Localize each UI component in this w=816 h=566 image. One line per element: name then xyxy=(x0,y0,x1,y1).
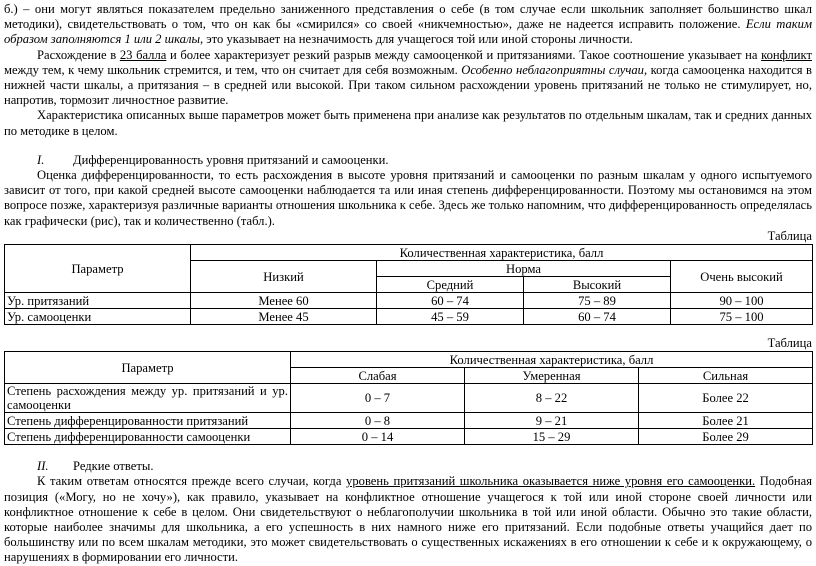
paragraph-2-italic: Особенно неблагоприятны случаи xyxy=(461,62,644,77)
table-2-cell: 0 – 14 xyxy=(291,429,465,445)
section-2-title: Редкие ответы. xyxy=(73,459,154,474)
section-1-title: Дифференцированность уровня притязаний и самооценки. xyxy=(73,152,389,167)
paragraph-2-text-b: и более характеризует резкий разрыв между самооценкой и притязаниями. Такое соотношение указывает на xyxy=(166,47,762,62)
paragraph-5-underline: уровень притязаний школьника оказывается ниже уровня его самооценки. xyxy=(346,474,756,489)
table-2-cell: 15 – 29 xyxy=(465,429,639,445)
table-2-cell: Более 29 xyxy=(639,429,813,445)
table-1-row-name: Ур. самооценки xyxy=(5,309,191,325)
table-row xyxy=(5,293,813,309)
spacer xyxy=(4,325,812,336)
table-1-cell: 75 – 89 xyxy=(524,293,671,309)
table-2-cell: 8 – 22 xyxy=(465,384,639,413)
table-row xyxy=(5,413,813,429)
table-1 xyxy=(4,244,813,325)
table-1-norm-header: Норма xyxy=(377,261,671,277)
table-2-quant-header: Количественная характеристика, балл xyxy=(291,352,813,368)
table-2-cell: 0 – 7 xyxy=(291,384,465,413)
table-2-strong-header: Сильная xyxy=(639,368,813,384)
paragraph-2-text-c: между тем, к чему школьник стремится, и тем, что он считает для себя возможным. xyxy=(4,62,462,77)
table-1-cell: Менее 45 xyxy=(191,309,377,325)
table-row xyxy=(5,429,813,445)
table-2-param-header: Параметр xyxy=(5,352,291,384)
table-2-cell: Более 21 xyxy=(639,413,813,429)
table-1-cell: 45 – 59 xyxy=(377,309,524,325)
table-row xyxy=(5,384,813,413)
table-1-cell: 60 – 74 xyxy=(524,309,671,325)
table-2-cell: 0 – 8 xyxy=(291,413,465,429)
paragraph-1-text: б.) – они могут являться показателем предельно заниженного представления о себе (в том случае если школьник заполняет большинство шкал методики), свидетельствовать о том, что он как бы «смирился» со своей «никчемностью», даже не надеется исправить положение. xyxy=(4,2,812,32)
table-1-high-header: Высокий xyxy=(524,277,671,293)
table-1-param-header: Параметр xyxy=(5,245,191,293)
table-2-caption: Таблица xyxy=(767,336,812,351)
paragraph-1 xyxy=(4,2,812,48)
table-2-cell: 9 – 21 xyxy=(465,413,639,429)
paragraph-5-tail: Подобная позиция («Могу, но не хочу»), как правило, указывает на конфликтное отношение учащегося к той или иной стороне своей личности или конфликтное отношение к себе в целом. Они свидетельствуют о неблагополучии школьника в той или иной области. Обычно это такие области, которые наиболее значимы для школьника, а его успешность в них намного ниже его притязаний. Если подобные ответы учащийся дает по большинству или по всем шкалам методики, это может свидетельствовать о существенных искажениях в его отношении к себе и к окружающему, о нарушениях в формировании его личности. xyxy=(4,474,812,565)
paragraph-1-italic: Если таким образом заполняются 1 или 2 шкалы xyxy=(4,17,812,47)
table-1-caption: Таблица xyxy=(767,228,812,243)
section-1-heading xyxy=(37,153,812,168)
table-1-cell: 60 – 74 xyxy=(377,293,524,309)
table-2-moderate-header: Умеренная xyxy=(465,368,639,384)
spacer xyxy=(4,445,812,459)
table-1-mid-header: Средний xyxy=(377,277,524,293)
table-1-cell: 90 – 100 xyxy=(671,293,813,309)
paragraph-3: Характеристика описанных выше параметров может быть применена при анализе как результатов по отдельным шкалам, так и средних данных по методике в целом. xyxy=(4,108,812,138)
table-1-low-header: Низкий xyxy=(191,261,377,293)
table-1-cell: 75 – 100 xyxy=(671,309,813,325)
table-2-row-name: Степень расхождения между ур. притязаний и ур. самооценки xyxy=(5,384,291,413)
table-1-very-high-header: Очень высокий xyxy=(671,261,813,293)
paragraph-1-tail: , это указывает на незначимость для учащегося той или иной стороны личности. xyxy=(199,32,633,47)
paragraph-4: Оценка дифференцированности, то есть расхождения в высоте уровня притязаний и самооценки по разным шкалам у одного испытуемого зависит от того, при какой средней высоте самооценки наблюдается та или иная степень дифференцированности. Поэтому мы остановимся на этом вопросе позже, характеризуя различные варианты отношения школьника к себе. Здесь же только напомним, что дифференцированность определялась как графически (рис), так и количественно (табл.). xyxy=(4,168,812,228)
table-2-cell: Более 22 xyxy=(639,384,813,413)
table-1-row-name: Ур. притязаний xyxy=(5,293,191,309)
spacer xyxy=(4,139,812,153)
table-1-quant-header: Количественная характеристика, балл xyxy=(191,245,813,261)
table-2-row-name: Степень дифференцированности самооценки xyxy=(5,429,291,445)
paragraph-2 xyxy=(4,48,812,109)
section-2-number: II. xyxy=(37,459,49,474)
section-2-heading xyxy=(37,459,812,474)
paragraph-5 xyxy=(4,474,812,565)
table-row xyxy=(5,309,813,325)
paragraph-5-text: К таким ответам относятся прежде всего случаи, когда xyxy=(37,474,347,489)
table-2-row-name: Степень дифференцированности притязаний xyxy=(5,413,291,429)
table-1-cell: Менее 60 xyxy=(191,293,377,309)
paragraph-2-text-d: , когда самооценка находится в нижней части шкалы, а притязания – в средней или высокой. При таком сильном расхождении уровень притязаний не только не стимулирует, но, напротив, тормозит личностное развитие. xyxy=(4,62,812,108)
paragraph-2-underline-1: 23 балла xyxy=(119,47,167,62)
paragraph-2-text-a: Расхождение в xyxy=(37,47,120,62)
table-2 xyxy=(4,351,813,445)
section-1-number: I. xyxy=(37,152,45,167)
paragraph-2-underline-2: конфликт xyxy=(761,47,812,62)
table-2-weak-header: Слабая xyxy=(291,368,465,384)
